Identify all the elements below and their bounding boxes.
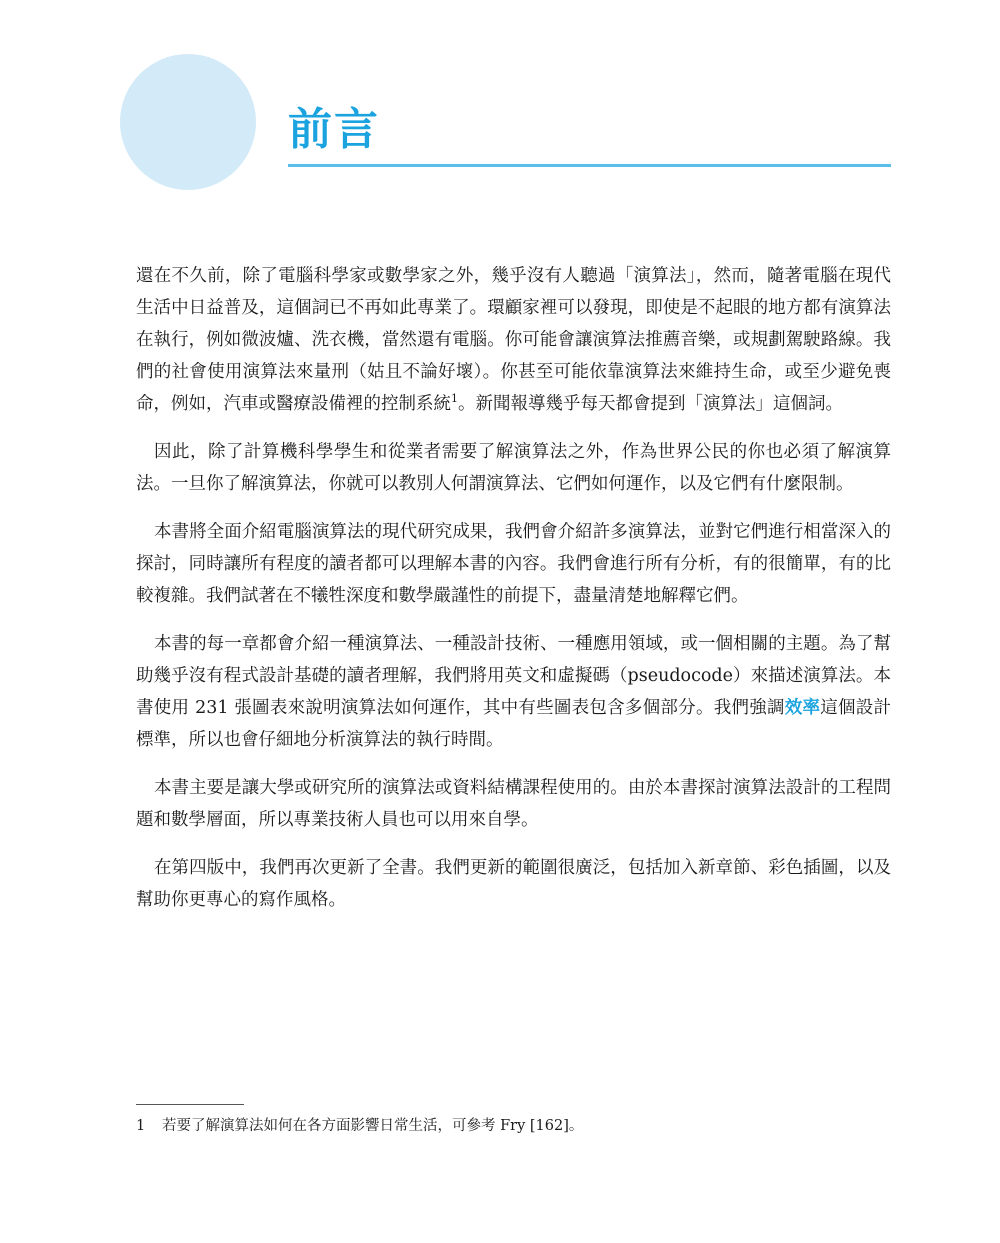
footnote-divider [136,1104,244,1105]
footnote-number: 1 [136,1118,146,1134]
paragraph-4 [136,628,891,756]
paragraph-6: 在第四版中，我們再次更新了全書。我們更新的範圍很廣泛，包括加入新章節、彩色插圖，以及幫助你更專心的寫作風格。 [136,858,891,910]
chapter-title: 前言 [288,104,380,155]
body-text [136,260,891,932]
paragraph-2: 因此，除了計算機科學學生和從業者需要了解演算法之外，作為世界公民的你也必須了解演算法。一旦你了解演算法，你就可以教別人何謂演算法、它們如何運作，以及它們有什麼限制。 [136,442,891,494]
paragraph-1 [136,260,891,420]
title-underline [288,164,891,167]
paragraph-4-text-end: 這個設計標準，所以也會仔細地分析演算法的執行時間。 [136,698,892,750]
paragraph-1-text: 還在不久前，除了電腦科學家或數學家之外，幾乎沒有人聽過「演算法」，然而，隨著電腦在現代生活中日益普及，這個詞已不再如此專業了。環顧家裡可以發現，即使是不起眼的地方都有演算法在執行，例如微波爐、洗衣機，當然還有電腦。你可能會讓演算法推薦音樂，或規劃駕駛路線。我們的社會使用演算法來量刑（姑且不論好壞）。你甚至可能依靠演算法來維持生命，或至少避免喪命，例如，汽車或醫療設備裡的控制系統 [136,266,891,414]
paragraph-1-text-end: 。新聞報導幾乎每天都會提到「演算法」這個詞。 [458,394,843,414]
footnote [136,1114,891,1138]
paragraph-3: 本書將全面介紹電腦演算法的現代研究成果，我們會介紹許多演算法，並對它們進行相當深入的探討，同時讓所有程度的讀者都可以理解本書的內容。我們會進行所有分析，有的很簡單，有的比較複雜。我們試著在不犧牲深度和數學嚴謹性的前提下，盡量清楚地解釋它們。 [136,522,891,606]
footnote-text: 若要了解演算法如何在各方面影響日常生活，可參考 Fry [162]。 [162,1118,584,1134]
decorative-circle [120,54,256,190]
footnote-reference[interactable]: 1 [451,392,458,406]
paragraph-4-text: 本書的每一章都會介紹一種演算法、一種設計技術、一種應用領域，或一個相關的主題。為了幫助幾乎沒有程式設計基礎的讀者理解，我們將用英文和虛擬碼（pseudocode）來描述演算法。本書使用 231 張圖表來說明演算法如何運作，其中有些圖表包含多個部分。我們強調 [136,634,891,718]
paragraph-5: 本書主要是讓大學或研究所的演算法或資料結構課程使用的。由於本書探討演算法設計的工程問題和數學層面，所以專業技術人員也可以用來自學。 [136,778,891,830]
highlighted-term: 效率 [784,698,821,718]
